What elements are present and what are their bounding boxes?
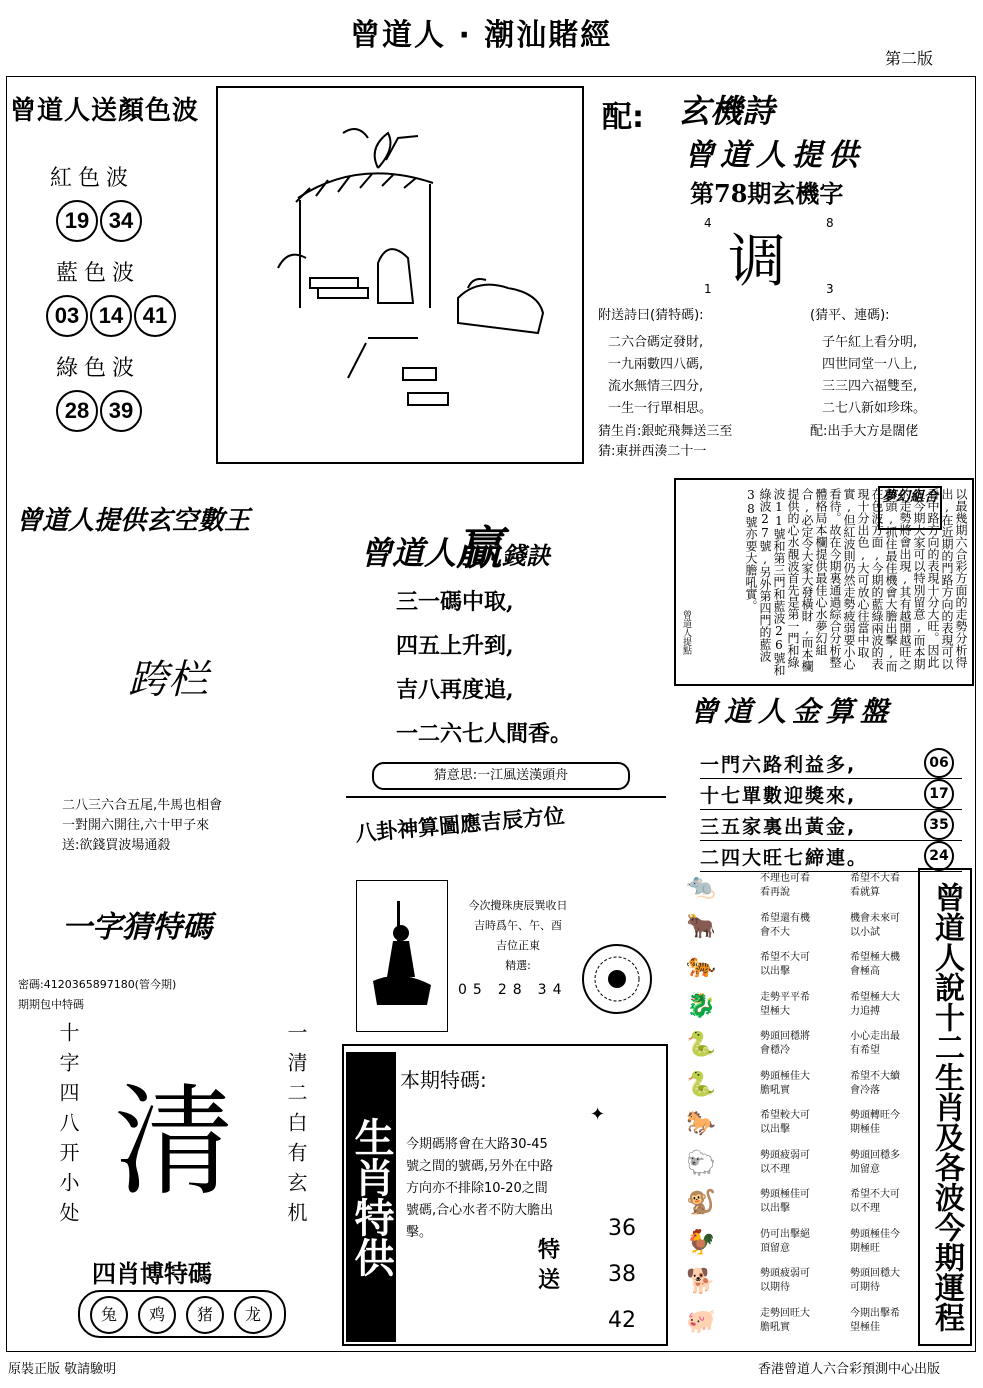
house-dog-illustration bbox=[218, 88, 582, 462]
zodiac-row bbox=[680, 868, 916, 906]
poem-num-tr: 8 bbox=[826, 216, 834, 230]
poem-left-head: 附送詩曰(猜特碼): bbox=[598, 308, 704, 323]
king-line: 送:欲錢買波場通殺 bbox=[62, 838, 171, 853]
zodiac-fortune-b: 希望不大續會冷落 bbox=[850, 1070, 900, 1096]
win-line: 吉八再度追, bbox=[396, 677, 514, 703]
poem-right-head: (猜平、連碼): bbox=[810, 308, 890, 323]
abacus-row bbox=[700, 779, 962, 810]
zodiac-animal-icon: 🐎 bbox=[686, 1109, 716, 1137]
bagua-line: 吉位正東 bbox=[496, 939, 540, 952]
poem-line: 四世同堂一八上, bbox=[822, 357, 918, 372]
abacus-text: 十七單數迎獎來, bbox=[700, 785, 857, 807]
abacus-number: 17 bbox=[924, 779, 954, 809]
zodiac-fortune-a: 希望較大可以出擊 bbox=[760, 1110, 810, 1135]
poem-pair: 配:出手大方是闊佬 bbox=[810, 424, 919, 439]
zodiac-animal-icon: 🐒 bbox=[686, 1188, 716, 1216]
number-ball: 03 bbox=[46, 295, 88, 337]
zodiac-animal-icon: 🐑 bbox=[686, 1148, 716, 1177]
special-label: 特送 bbox=[538, 1238, 561, 1293]
zodiac-row bbox=[680, 1026, 916, 1064]
footer-right: 香港曾道人六合彩預測中心出版 bbox=[758, 1362, 941, 1377]
zodiac-fortune-b: 小心走出最有希望 bbox=[850, 1031, 900, 1056]
poem-line: 一生一行單相思。 bbox=[608, 401, 713, 416]
single-char-title: 一字猜特碼 bbox=[62, 910, 212, 945]
bagua-number: 05 bbox=[458, 982, 488, 998]
poem-guess: 猜:東拼西湊二十一 bbox=[598, 444, 707, 459]
zodiac-fortune-a: 勢頭回穩將會穩冷 bbox=[760, 1031, 810, 1056]
poem-line: 二七八新如珍珠。 bbox=[822, 401, 927, 416]
zodiac-row bbox=[680, 1184, 916, 1222]
compass-icon bbox=[580, 942, 654, 1016]
bagua-lines bbox=[450, 896, 586, 976]
number-ball: 28 bbox=[56, 390, 98, 432]
combo-section bbox=[674, 478, 974, 686]
win-title bbox=[360, 512, 550, 578]
poem-num-tl: 4 bbox=[704, 216, 712, 230]
number-king-glyph: 跨栏 bbox=[128, 657, 208, 703]
special-icon: ✦ bbox=[590, 1104, 606, 1125]
number-king-lines bbox=[62, 796, 222, 856]
zodiac-fortune-a: 希望不大可以出擊 bbox=[760, 952, 810, 977]
zodiac-fortune-a: 勢頭極佳大膽吼實 bbox=[760, 1070, 810, 1096]
abacus-title: 曾道人金算盤 bbox=[690, 695, 895, 728]
zodiac-row bbox=[680, 947, 916, 985]
number-ball: 34 bbox=[100, 200, 142, 242]
combo-title: 夢幻組合 bbox=[878, 486, 942, 530]
win-title-a: 曾道人 bbox=[360, 534, 457, 572]
blue-wave-label: 藍色波 bbox=[56, 261, 141, 286]
gold-abacus-section bbox=[690, 690, 970, 868]
win-title-c: 錢訣 bbox=[502, 542, 551, 570]
zodiac-animal-icon: 🐂 bbox=[686, 911, 716, 940]
zodiac-animal-icon: 🐅 bbox=[686, 951, 716, 979]
bagua-warrior-box bbox=[356, 880, 448, 1032]
illustration-panel bbox=[216, 86, 584, 464]
zodiac-fortune-a: 勢頭疲弱可以不理 bbox=[760, 1149, 810, 1175]
zodiac-fortune-b: 今期出擊希望極佳 bbox=[850, 1307, 900, 1333]
zodiac-side-title: 曾道人說十二生肖及各波今期運程 bbox=[918, 868, 972, 1346]
bagua-line: 今次攪珠庚辰巽收日 bbox=[468, 899, 568, 912]
abacus-number: 35 bbox=[924, 810, 954, 840]
zodiac-fortune-a: 不理也可看看再說 bbox=[760, 873, 810, 898]
poem-provider: 曾道人提供 bbox=[684, 138, 864, 173]
zodiac-animal-icon: 🐍 bbox=[686, 1069, 716, 1098]
special-numbers bbox=[608, 1206, 636, 1344]
combo-signature: 曾道人提點 bbox=[681, 610, 691, 655]
number-king-title: 曾道人提供玄空數王 bbox=[16, 506, 251, 536]
poem-num-br: 3 bbox=[826, 282, 834, 296]
color-wave-title: 曾道人送顏色波 bbox=[10, 96, 200, 126]
zodiac-row bbox=[680, 1303, 916, 1341]
edition-label: 第二版 bbox=[885, 49, 934, 68]
poem-right-lines bbox=[822, 332, 926, 420]
zodiac-animal-icon: 🐉 bbox=[686, 990, 716, 1019]
zodiac-fortune-b: 希望極大大力追搏 bbox=[850, 991, 900, 1017]
abacus-number: 24 bbox=[924, 841, 954, 871]
win-line: 三一碼中取, bbox=[396, 589, 514, 615]
win-title-b: 贏 bbox=[456, 521, 503, 575]
number-ball: 39 bbox=[100, 390, 142, 432]
zodiac-list bbox=[680, 868, 916, 1346]
red-wave-numbers bbox=[56, 200, 215, 242]
single-char-note: 期期包中特碼 bbox=[18, 998, 84, 1011]
poem-line: 子午紅上看分明, bbox=[822, 335, 918, 350]
single-char-left-col: 十字四八开小处 bbox=[56, 1022, 80, 1232]
bagua-compass bbox=[580, 942, 654, 1016]
number-ball: 19 bbox=[56, 200, 98, 242]
zodiac-fortune-b: 希望不大看看就算 bbox=[850, 873, 900, 898]
four-zodiac-title: 四肖博特碼 bbox=[92, 1260, 212, 1288]
special-number: 38 bbox=[608, 1262, 636, 1287]
abacus-text: 二四大旺七締連。 bbox=[700, 847, 869, 869]
four-zodiac-row bbox=[78, 1290, 286, 1338]
win-lines bbox=[396, 580, 572, 756]
poem-issue: 第78期玄機字 bbox=[690, 179, 844, 208]
number-ball: 14 bbox=[90, 295, 132, 337]
king-line: 二八三六合五尾,牛馬也相會 bbox=[62, 798, 223, 813]
zodiac-fortune-b: 勢頭回穩大可期待 bbox=[850, 1268, 900, 1293]
zodiac-fortune-b: 希望不大可以不理 bbox=[850, 1189, 900, 1214]
bagua-number: 34 bbox=[537, 982, 568, 998]
zodiac-animal-icon: 🐀 bbox=[686, 872, 716, 900]
zodiac-fortune-a: 仍可出擊絕頂留意 bbox=[760, 1228, 810, 1254]
zodiac-animal-icon: 🐍 bbox=[686, 1030, 716, 1058]
zodiac-fortune-b: 希望極大機會極高 bbox=[850, 952, 900, 977]
poem-guess-zodiac: 猜生肖:銀蛇飛舞送三至 bbox=[598, 424, 733, 439]
poem-prefix: 配: bbox=[602, 100, 644, 135]
zodiac-section bbox=[680, 868, 972, 1346]
zodiac-row bbox=[680, 1263, 916, 1301]
zodiac-fortune-b: 勢頭轉旺今期極佳 bbox=[850, 1110, 900, 1135]
green-wave-label: 綠色波 bbox=[56, 356, 141, 381]
abacus-text: 一門六路利益多, bbox=[700, 754, 857, 776]
zodiac-fortune-a: 走勢回旺大膽吼實 bbox=[760, 1307, 810, 1333]
poem-num-bl: 1 bbox=[704, 282, 712, 296]
abacus-row bbox=[700, 810, 962, 841]
bagua-line: 吉時爲午、午、酉 bbox=[474, 919, 562, 932]
zodiac-animal-icon: 🐕 bbox=[686, 1267, 716, 1295]
zodiac-fortune-a: 勢頭極佳可以出擊 bbox=[760, 1189, 810, 1214]
poem-left-lines bbox=[608, 332, 712, 420]
zodiac-animal-icon: 🐓 bbox=[686, 1227, 716, 1256]
footer-left: 原裝正版 敬請驗明 bbox=[8, 1362, 117, 1377]
number-king-section bbox=[10, 488, 340, 868]
poem-line: 流水無情三四分, bbox=[608, 379, 704, 394]
zodiac-row bbox=[680, 1224, 916, 1262]
special-number: 42 bbox=[608, 1308, 636, 1333]
page-title: 曾道人 · 潮汕賭經 bbox=[350, 18, 613, 53]
zodiac-fortune-a: 走勢平平希望極大 bbox=[760, 991, 810, 1017]
bagua-section bbox=[346, 803, 670, 1036]
single-char-main: 清 bbox=[114, 1073, 234, 1212]
abacus-number: 06 bbox=[924, 748, 954, 778]
win-formula-section bbox=[346, 490, 666, 798]
special-section bbox=[342, 1044, 668, 1346]
zodiac-row bbox=[680, 1066, 916, 1104]
zodiac-fortune-b: 機會未來可以小試 bbox=[850, 912, 900, 938]
abacus-text: 三五家裏出黃金, bbox=[700, 816, 857, 838]
four-zodiac-item: 龙 bbox=[234, 1296, 272, 1334]
bagua-line: 精選: bbox=[505, 959, 531, 972]
four-zodiac-item: 猪 bbox=[186, 1296, 224, 1334]
bagua-number: 28 bbox=[497, 982, 528, 998]
zodiac-fortune-b: 勢頭極佳今期極旺 bbox=[850, 1228, 900, 1254]
special-number: 36 bbox=[608, 1216, 636, 1241]
win-guess: 猜意思:一江風送漢頭舟 bbox=[372, 762, 630, 790]
abacus-row bbox=[700, 748, 962, 779]
poem-line: 一九兩數四八碼, bbox=[608, 357, 704, 372]
single-char-right-col: 一清二白有玄机 bbox=[284, 1022, 308, 1232]
zodiac-row bbox=[680, 987, 916, 1025]
bagua-numbers bbox=[458, 982, 577, 998]
combo-text: 以最幾期六合彩方面的走勢分析得出,在近期的門路方向的表現可以看中路方向的表現十分大旺。因此在今期大家可以特別留意,而本期的走勢將會出現,其有越開越旺之勢頭,抓住最佳機會大膽出擊,而在色波方面,今期的藍綠兩波的表現十分出色,大可放心往當中取實,但紅波則仍然走勢疲弱要小心看待。故在今期裏通過綜合分析整體格局本欄提供最佳心水夢幻組合,必定令大家大發橫財,而本欄提供的心水靚波首先是第一門和綠波11號和第三門和藍波26號和綠波27號,另外第四門的藍波38號亦要大膽吼實。 bbox=[744, 488, 968, 676]
zodiac-row bbox=[680, 1145, 916, 1183]
mystic-poem-section bbox=[598, 86, 968, 458]
poem-line: 三三四六福雙至, bbox=[822, 379, 918, 394]
warrior-icon bbox=[357, 881, 445, 1029]
win-line: 一二六七人間香。 bbox=[396, 721, 573, 747]
poem-line: 二六合碼定發財, bbox=[608, 335, 704, 350]
single-char-section bbox=[10, 876, 340, 1346]
abacus-rows bbox=[700, 748, 962, 872]
special-body: 今期碼將會在大路30-45號之間的號碼,另外在中路方向亦不排除10-20之間號碼,合心水者不防大膽出擊。 bbox=[406, 1137, 554, 1240]
special-title: 本期特碼: bbox=[400, 1068, 487, 1092]
single-char-password: 密碼:4120365897180(管今期) bbox=[18, 978, 177, 991]
red-wave-label: 紅色波 bbox=[50, 166, 135, 191]
special-side-title: 生肖特供 bbox=[346, 1052, 396, 1342]
zodiac-fortune-b: 勢頭回穩多加留意 bbox=[850, 1149, 900, 1175]
four-zodiac-item: 鸡 bbox=[138, 1296, 176, 1334]
bagua-title: 八卦神算圖應吉辰方位 bbox=[354, 803, 566, 846]
poem-title: 玄機詩 bbox=[678, 92, 775, 130]
zodiac-fortune-a: 希望還有機會不大 bbox=[760, 912, 810, 938]
zodiac-row bbox=[680, 1105, 916, 1143]
win-line: 四五上升到, bbox=[396, 633, 514, 659]
poem-char: 调 bbox=[728, 227, 787, 295]
number-ball: 41 bbox=[134, 295, 176, 337]
green-wave-numbers bbox=[56, 390, 215, 432]
blue-wave-numbers bbox=[46, 295, 215, 337]
color-wave-section bbox=[10, 86, 215, 458]
zodiac-fortune-a: 勢頭疲弱可以期待 bbox=[760, 1268, 810, 1293]
four-zodiac-item: 兔 bbox=[90, 1296, 128, 1334]
king-line: 一對開六開往,六十甲子來 bbox=[62, 818, 210, 833]
zodiac-animal-icon: 🐖 bbox=[686, 1306, 716, 1335]
zodiac-row bbox=[680, 908, 916, 946]
